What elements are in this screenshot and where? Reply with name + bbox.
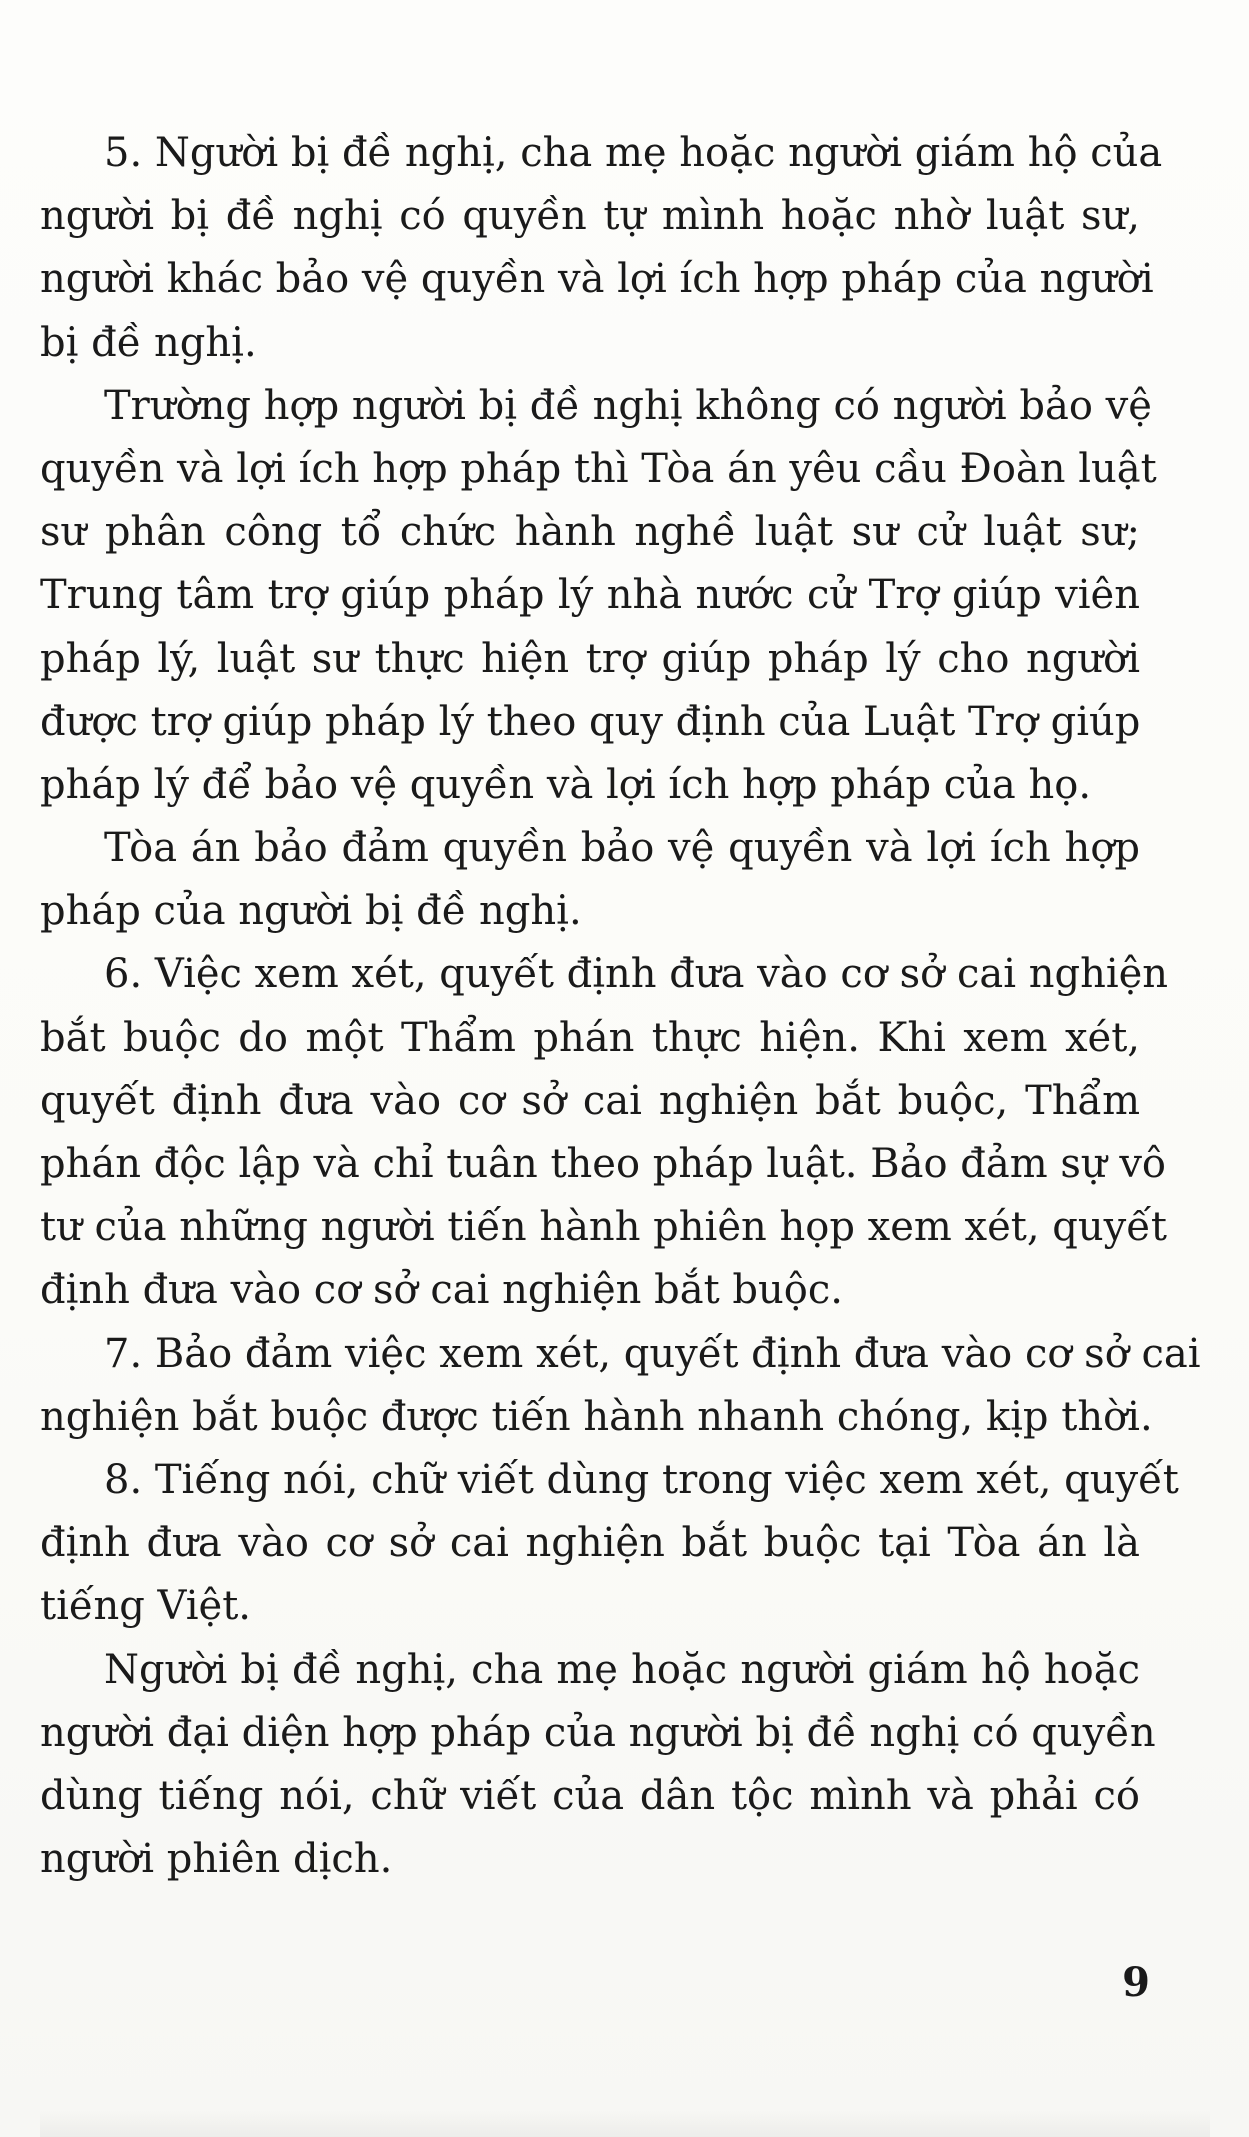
text-line: quyền và lợi ích hợp pháp thì Tòa án yêu cầu Đoàn luật xyxy=(40,445,1157,492)
text-line: định đưa vào cơ sở cai nghiện bắt buộc. xyxy=(40,1267,843,1314)
text-line: người khác bảo vệ quyền và lợi ích hợp pháp của người xyxy=(40,256,1154,303)
text-line: được trợ giúp pháp lý theo quy định của Luật Trợ giúp xyxy=(40,698,1141,745)
text-line: Trung tâm trợ giúp pháp lý nhà nước cử Trợ giúp viên xyxy=(40,572,1140,619)
text-line: người đại diện hợp pháp của người bị đề nghị có quyền xyxy=(40,1709,1156,1756)
text-line: nghiện bắt buộc được tiến hành nhanh chóng, kịp thời. xyxy=(40,1393,1153,1440)
paragraph-item-5 xyxy=(40,122,1163,375)
paragraph-item-7 xyxy=(40,1323,1201,1449)
text-line: Tòa án bảo đảm quyền bảo vệ quyền và lợi ích hợp xyxy=(104,825,1140,872)
paragraph-item-8 xyxy=(40,1449,1179,1639)
text-line: bị đề nghị. xyxy=(40,319,257,366)
paragraph-language-right xyxy=(40,1639,1156,1892)
text-line: quyết định đưa vào cơ sở cai nghiện bắt buộc, Thẩm xyxy=(40,1077,1140,1124)
text-line: bắt buộc do một Thẩm phán thực hiện. Khi xem xét, xyxy=(40,1014,1140,1061)
text-line: định đưa vào cơ sở cai nghiện bắt buộc tại Tòa án là xyxy=(40,1520,1140,1567)
text-line: Người bị đề nghị, cha mẹ hoặc người giám hộ hoặc xyxy=(104,1646,1140,1693)
page-number: 9 xyxy=(1122,1959,1150,2006)
text-line: 7. Bảo đảm việc xem xét, quyết định đưa vào cơ sở cai xyxy=(104,1330,1201,1377)
text-line: pháp của người bị đề nghị. xyxy=(40,888,582,935)
body-text xyxy=(40,122,1201,1891)
text-line: pháp lý, luật sư thực hiện trợ giúp pháp lý cho người xyxy=(40,635,1140,682)
text-line: dùng tiếng nói, chữ viết của dân tộc mình và phải có xyxy=(40,1772,1140,1819)
text-line: 8. Tiếng nói, chữ viết dùng trong việc xem xét, quyết xyxy=(104,1456,1179,1503)
text-line: phán độc lập và chỉ tuân theo pháp luật. Bảo đảm sự vô xyxy=(40,1141,1167,1187)
text-line: Trường hợp người bị đề nghị không có người bảo vệ xyxy=(104,382,1152,429)
paragraph-no-defender xyxy=(40,375,1157,817)
text-line: sư phân công tổ chức hành nghề luật sư cử luật sư; xyxy=(40,509,1140,556)
text-line: pháp lý để bảo vệ quyền và lợi ích hợp pháp của họ. xyxy=(40,761,1092,808)
text-line: người phiên dịch. xyxy=(40,1836,393,1883)
paragraph-item-6 xyxy=(40,943,1169,1322)
text-line: tiếng Việt. xyxy=(40,1583,251,1630)
text-line: 5. Người bị đề nghị, cha mẹ hoặc người giám hộ của xyxy=(104,130,1163,176)
text-line: tư của những người tiến hành phiên họp xem xét, quyết xyxy=(40,1204,1167,1251)
text-line: người bị đề nghị có quyền tự mình hoặc nhờ luật sư, xyxy=(40,193,1140,240)
text-line: 6. Việc xem xét, quyết định đưa vào cơ sở cai nghiện xyxy=(104,951,1169,998)
paragraph-court-guarantee xyxy=(40,817,1140,943)
bleed-through-shadow xyxy=(40,2110,1210,2137)
